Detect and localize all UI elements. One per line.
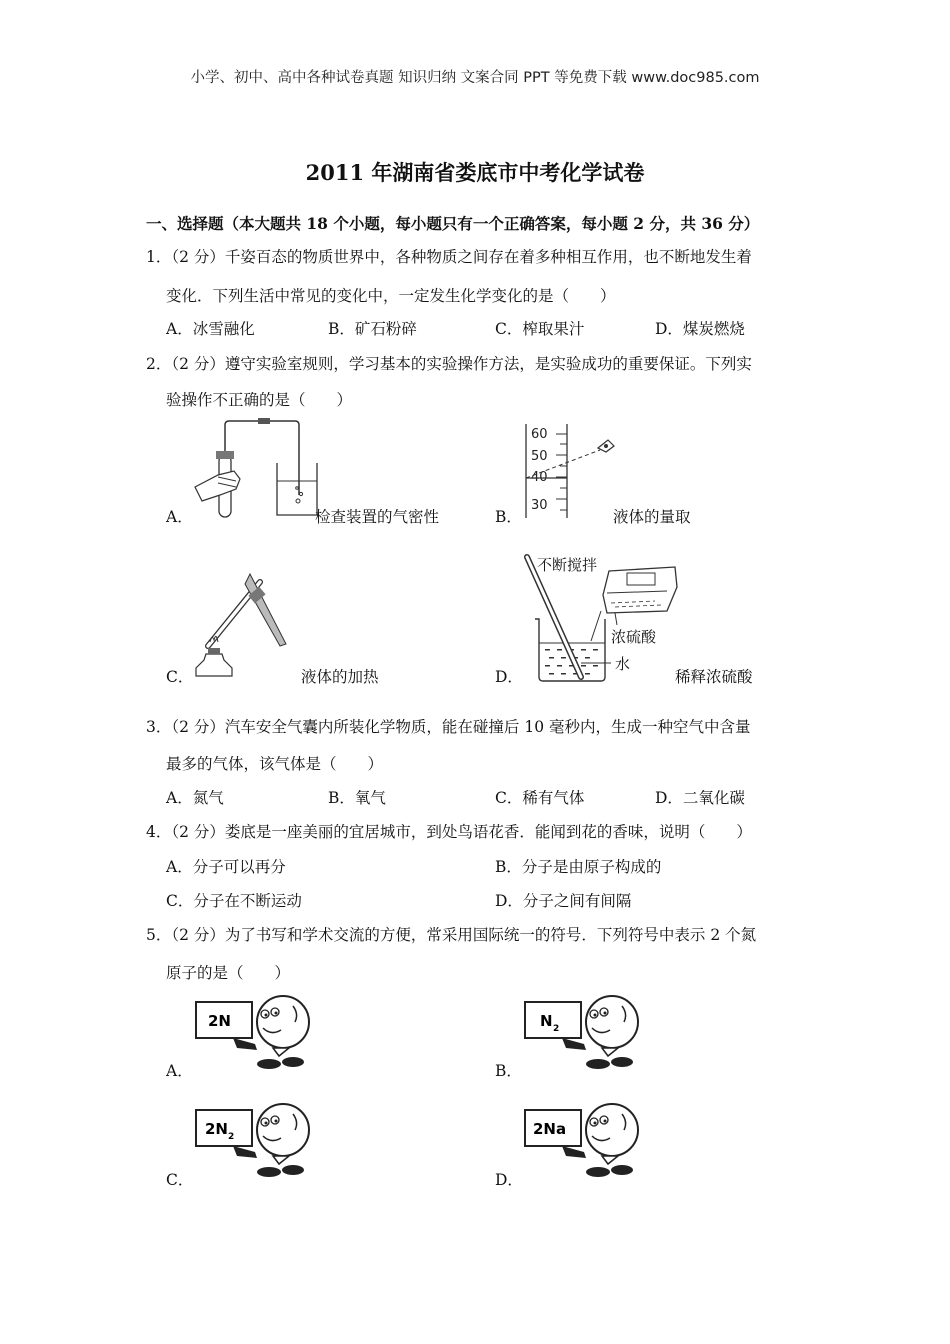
q4-option-b: B．分子是由原子构成的 [495, 858, 662, 876]
acid-label: 浓硫酸 [611, 628, 657, 646]
q2-option-c: C． [166, 668, 194, 686]
symbol-figure-d [522, 1100, 647, 1182]
q3-option-d: D．二氧化碳 [655, 789, 745, 807]
section-heading: 一、选择题（本大题共 18 个小题，每小题只有一个正确答案，每小题 2 分，共 36 分） [146, 214, 760, 233]
acid-dilution-figure [515, 553, 690, 686]
question-5-line1: 5．（2 分）为了书写和学术交流的方便，常采用国际统一的符号．下列符号中表示 2 个氮 [146, 926, 757, 944]
q1-option-c: C．榨取果汁 [495, 320, 585, 338]
q3-option-a: A．氮气 [166, 789, 224, 807]
q4-option-a: A．分子可以再分 [166, 858, 286, 876]
question-1-line1: 1．（2 分）千姿百态的物质世界中，各种物质之间存在着多种相互作用，也不断地发生着 [146, 248, 752, 266]
cylinder-tick-60: 60 [531, 427, 548, 442]
q5-option-d: D． [495, 1171, 523, 1189]
airtightness-check-figure [190, 415, 330, 525]
q1-option-b: B．矿石粉碎 [328, 320, 417, 338]
q4-option-c: C．分子在不断运动 [166, 892, 302, 910]
sign-subscript-b: 2 [553, 1024, 560, 1034]
question-2-line1: 2．（2 分）遵守实验室规则，学习基本的实验操作方法，是实验成功的重要保证。下列实 [146, 355, 752, 373]
question-3-line1: 3．（2 分）汽车安全气囊内所装化学物质，能在碰撞后 10 毫秒内，生成一种空气中含量 [146, 718, 751, 736]
question-3-line2: 最多的气体，该气体是（ ） [166, 755, 384, 773]
sign-subscript-c: 2 [228, 1132, 235, 1142]
q2-caption-c: 液体的加热 [301, 668, 379, 686]
q5-option-c: C． [166, 1171, 194, 1189]
symbol-figure-a [193, 992, 318, 1074]
symbol-figure-c [193, 1100, 318, 1182]
liquid-heating-figure [190, 568, 305, 680]
page-title: 2011 年湖南省娄底市中考化学试卷 [305, 160, 645, 185]
sign-text-d: 2Na [533, 1120, 567, 1138]
q5-option-a: A． [166, 1062, 193, 1080]
cylinder-tick-30: 30 [531, 498, 548, 513]
q3-option-c: C．稀有气体 [495, 789, 585, 807]
q1-option-d: D．煤炭燃烧 [655, 320, 745, 338]
q2-option-b: B． [495, 508, 522, 526]
q4-option-d: D．分子之间有间隔 [495, 892, 632, 910]
sign-text-a: 2N [208, 1012, 231, 1030]
q5-option-b: B． [495, 1062, 522, 1080]
question-4-line1: 4．（2 分）娄底是一座美丽的宜居城市，到处鸟语花香．能闻到花的香味，说明（ ） [146, 823, 752, 841]
q2-option-a: A． [166, 508, 193, 526]
stir-label: 不断搅拌 [537, 556, 598, 574]
symbol-figure-b [522, 992, 647, 1074]
cylinder-tick-50: 50 [531, 449, 548, 464]
sign-text-b: N [540, 1012, 553, 1030]
q1-option-a: A．冰雪融化 [166, 320, 255, 338]
question-5-line2: 原子的是（ ） [166, 964, 291, 982]
cylinder-tick-40: 40 [531, 470, 548, 485]
water-label: 水 [615, 655, 631, 673]
page-header: 小学、初中、高中各种试卷真题 知识归纳 文案合同 PPT 等免费下载 www.doc985.com [190, 70, 760, 86]
q2-caption-b: 液体的量取 [613, 508, 691, 526]
sign-text-c: 2N [205, 1120, 228, 1138]
question-1-line2: 变化．下列生活中常见的变化中，一定发生化学变化的是（ ） [166, 287, 616, 305]
q3-option-b: B．氧气 [328, 789, 386, 807]
q2-caption-a: 检查装置的气密性 [315, 508, 440, 526]
q2-caption-d: 稀释浓硫酸 [675, 668, 753, 686]
q2-option-d: D． [495, 668, 523, 686]
question-2-line2: 验操作不正确的是（ ） [166, 391, 353, 409]
